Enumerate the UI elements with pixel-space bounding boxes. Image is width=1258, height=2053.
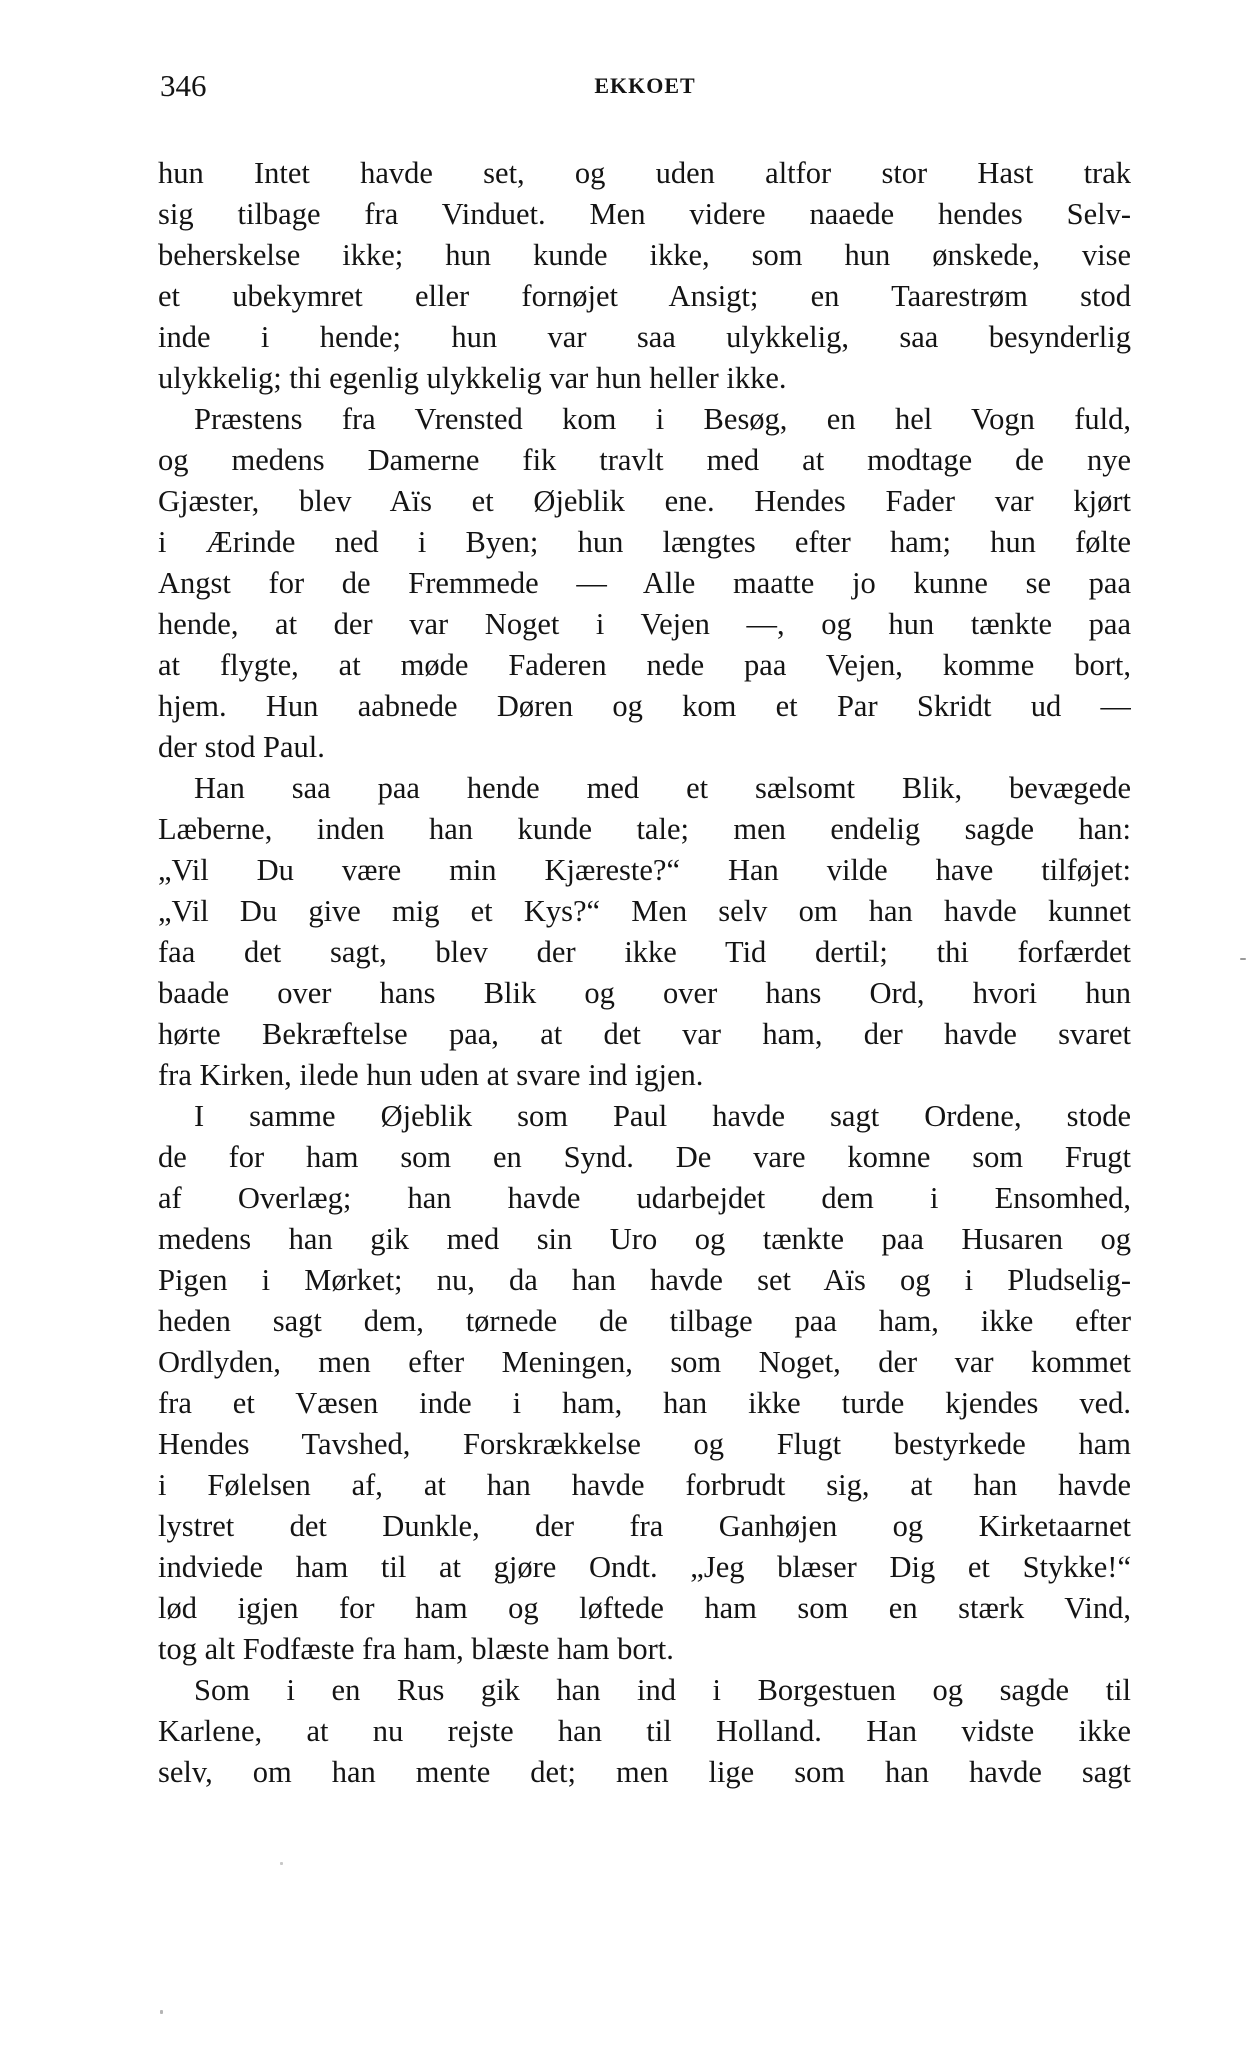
text-line: Angst for de Fremmede — Alle maatte jo kunne se paa <box>158 566 1131 600</box>
text-line: medens han gik med sin Uro og tænkte paa Husaren og <box>158 1222 1131 1256</box>
text-line: inde i hende; hun var saa ulykkelig, saa besynderlig <box>158 320 1131 354</box>
text-line: heden sagt dem, tørnede de tilbage paa ham, ikke efter <box>158 1304 1131 1338</box>
text-line: hun Intet havde set, og uden altfor stor Hast trak <box>158 156 1131 190</box>
body-text <box>158 153 1131 1793</box>
paper-speck <box>280 1862 283 1865</box>
text-line: indviede ham til at gjøre Ondt. „Jeg blæser Dig et Stykke!“ <box>158 1550 1131 1584</box>
text-line: at flygte, at møde Faderen nede paa Vejen, komme bort, <box>158 648 1131 682</box>
paper-speck <box>160 2010 163 2014</box>
text-line: og medens Damerne fik travlt med at modtage de nye <box>158 443 1131 477</box>
text-line: Læberne, inden han kunde tale; men endelig sagde han: <box>158 812 1131 846</box>
paper-speck <box>1240 958 1246 960</box>
text-line: „Vil Du være min Kjæreste?“ Han vilde have tilføjet: <box>158 853 1131 887</box>
text-line: Karlene, at nu rejste han til Holland. Han vidste ikke <box>158 1714 1131 1748</box>
text-line: Hendes Tavshed, Forskrækkelse og Flugt bestyrkede ham <box>158 1427 1131 1461</box>
text-line: sig tilbage fra Vinduet. Men videre naaede hendes Selv- <box>158 197 1131 231</box>
text-line: lystret det Dunkle, der fra Ganhøjen og Kirketaarnet <box>158 1509 1131 1543</box>
text-line: i Ærinde ned i Byen; hun længtes efter ham; hun følte <box>158 525 1131 559</box>
text-line: i Følelsen af, at han havde forbrudt sig, at han havde <box>158 1468 1131 1502</box>
text-line: ulykkelig; thi egenlig ulykkelig var hun heller ikke. <box>158 361 787 395</box>
text-line: faa det sagt, blev der ikke Tid dertil; thi forfærdet <box>158 935 1131 969</box>
text-line: Som i en Rus gik han ind i Borgestuen og sagde til <box>194 1673 1131 1707</box>
text-line: Præstens fra Vrensted kom i Besøg, en hel Vogn fuld, <box>194 402 1131 436</box>
text-line: baade over hans Blik og over hans Ord, hvori hun <box>158 976 1131 1010</box>
text-line: tog alt Fodfæste fra ham, blæste ham bort. <box>158 1632 674 1666</box>
text-line: hjem. Hun aabnede Døren og kom et Par Skridt ud — <box>158 689 1131 723</box>
text-line: Pigen i Mørket; nu, da han havde set Aïs og i Pludselig- <box>158 1263 1131 1297</box>
running-head <box>160 66 1130 106</box>
text-line: „Vil Du give mig et Kys?“ Men selv om han havde kunnet <box>158 894 1131 928</box>
text-line: lød igjen for ham og løftede ham som en stærk Vind, <box>158 1591 1131 1625</box>
page-header-title: EKKOET <box>594 73 696 98</box>
page-number: 346 <box>160 68 207 103</box>
text-line: hørte Bekræftelse paa, at det var ham, der havde svaret <box>158 1017 1131 1051</box>
text-line: Ordlyden, men efter Meningen, som Noget, der var kommet <box>158 1345 1131 1379</box>
text-line: fra et Væsen inde i ham, han ikke turde kjendes ved. <box>158 1386 1131 1420</box>
text-line: selv, om han mente det; men lige som han havde sagt <box>158 1755 1131 1789</box>
text-line: hende, at der var Noget i Vejen —, og hun tænkte paa <box>158 607 1131 641</box>
text-line: fra Kirken, ilede hun uden at svare ind igjen. <box>158 1058 704 1092</box>
text-line: et ubekymret eller fornøjet Ansigt; en Taarestrøm stod <box>158 279 1131 313</box>
text-line: af Overlæg; han havde udarbejdet dem i Ensomhed, <box>158 1181 1131 1215</box>
text-line: der stod Paul. <box>158 730 325 764</box>
text-line: beherskelse ikke; hun kunde ikke, som hun ønskede, vise <box>158 238 1131 272</box>
text-line: de for ham som en Synd. De vare komne som Frugt <box>158 1140 1131 1174</box>
text-line: Gjæster, blev Aïs et Øjeblik ene. Hendes Fader var kjørt <box>158 484 1131 518</box>
text-line: Han saa paa hende med et sælsomt Blik, bevægede <box>194 771 1131 805</box>
text-line: I samme Øjeblik som Paul havde sagt Ordene, stode <box>194 1099 1131 1133</box>
